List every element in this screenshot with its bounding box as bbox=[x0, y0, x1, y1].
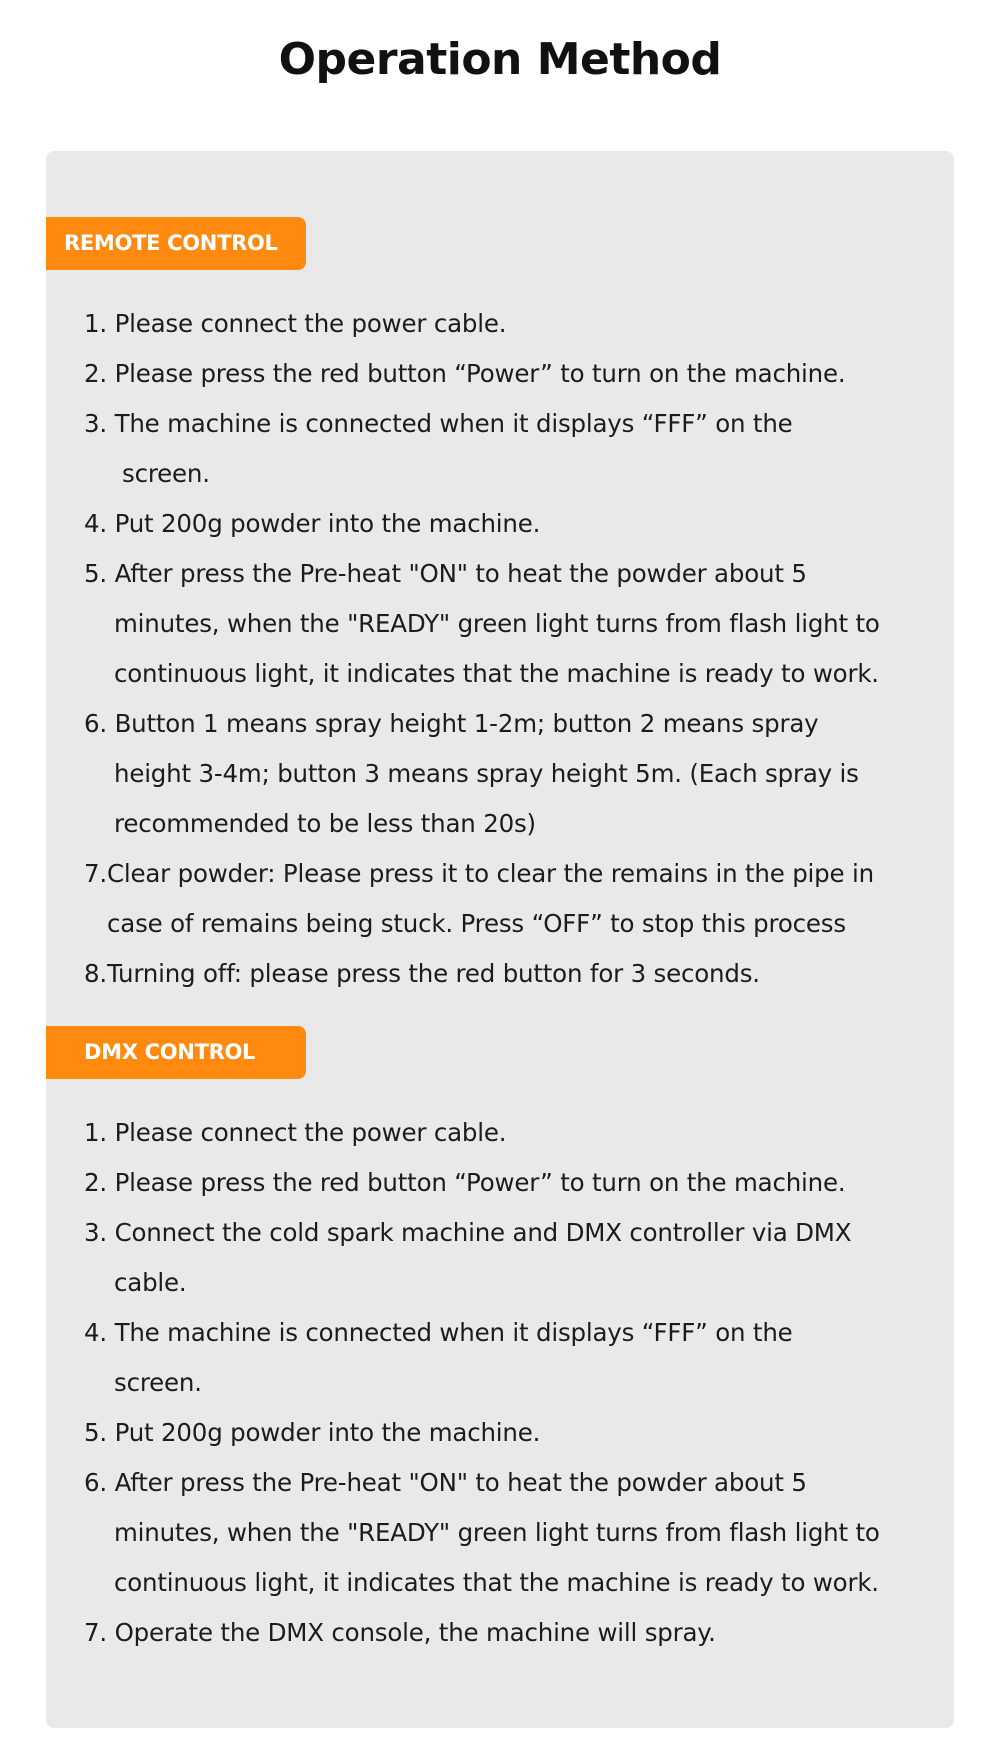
step-item bbox=[84, 1408, 924, 1458]
step-item bbox=[84, 299, 924, 349]
step-item bbox=[84, 399, 924, 499]
step-item bbox=[84, 1208, 924, 1308]
step-line: recommended to be less than 20s) bbox=[114, 809, 536, 838]
step-item bbox=[84, 849, 924, 949]
step-line: 6. After press the Pre-heat "ON" to heat the powder about 5 bbox=[84, 1468, 807, 1497]
step-item bbox=[84, 949, 924, 999]
step-line: 7. Operate the DMX console, the machine will spray. bbox=[84, 1618, 716, 1647]
step-item bbox=[84, 1108, 924, 1158]
step-line: 3. The machine is connected when it displays “FFF” on the bbox=[84, 409, 793, 438]
step-item bbox=[84, 549, 924, 699]
step-line: screen. bbox=[114, 1368, 202, 1397]
step-line: minutes, when the "READY" green light turns from flash light to bbox=[114, 609, 880, 638]
step-line: 3. Connect the cold spark machine and DMX controller via DMX bbox=[84, 1218, 852, 1247]
remote-control-steps bbox=[84, 299, 924, 999]
remote-control-heading: REMOTE CONTROL bbox=[46, 217, 306, 270]
step-item bbox=[84, 499, 924, 549]
step-item bbox=[84, 1158, 924, 1208]
step-line: 6. Button 1 means spray height 1-2m; button 2 means spray bbox=[84, 709, 819, 738]
step-line: 7.Clear powder: Please press it to clear the remains in the pipe in bbox=[84, 859, 874, 888]
dmx-control-steps bbox=[84, 1108, 924, 1658]
step-item bbox=[84, 1608, 924, 1658]
step-line: 1. Please connect the power cable. bbox=[84, 1118, 507, 1147]
step-line: cable. bbox=[114, 1268, 187, 1297]
step-line: 8.Turning off: please press the red button for 3 seconds. bbox=[84, 959, 760, 988]
step-line: continuous light, it indicates that the machine is ready to work. bbox=[114, 1568, 879, 1597]
step-line: 4. Put 200g powder into the machine. bbox=[84, 509, 541, 538]
step-line: case of remains being stuck. Press “OFF” to stop this process bbox=[107, 909, 846, 938]
step-item bbox=[84, 349, 924, 399]
page-title: Operation Method bbox=[278, 34, 722, 85]
dmx-control-heading: DMX CONTROL bbox=[46, 1026, 306, 1079]
step-line: 2. Please press the red button “Power” to turn on the machine. bbox=[84, 1168, 846, 1197]
step-line: height 3-4m; button 3 means spray height 5m. (Each spray is bbox=[114, 759, 859, 788]
step-line: 5. After press the Pre-heat "ON" to heat the powder about 5 bbox=[84, 559, 807, 588]
step-line: continuous light, it indicates that the machine is ready to work. bbox=[114, 659, 879, 688]
step-line: 2. Please press the red button “Power” to turn on the machine. bbox=[84, 359, 846, 388]
step-line: 4. The machine is connected when it displays “FFF” on the bbox=[84, 1318, 793, 1347]
step-line: minutes, when the "READY" green light turns from flash light to bbox=[114, 1518, 880, 1547]
step-item bbox=[84, 699, 924, 849]
step-line: 5. Put 200g powder into the machine. bbox=[84, 1418, 541, 1447]
step-item bbox=[84, 1308, 924, 1408]
step-item bbox=[84, 1458, 924, 1608]
step-line: 1. Please connect the power cable. bbox=[84, 309, 507, 338]
step-line: screen. bbox=[122, 459, 210, 488]
